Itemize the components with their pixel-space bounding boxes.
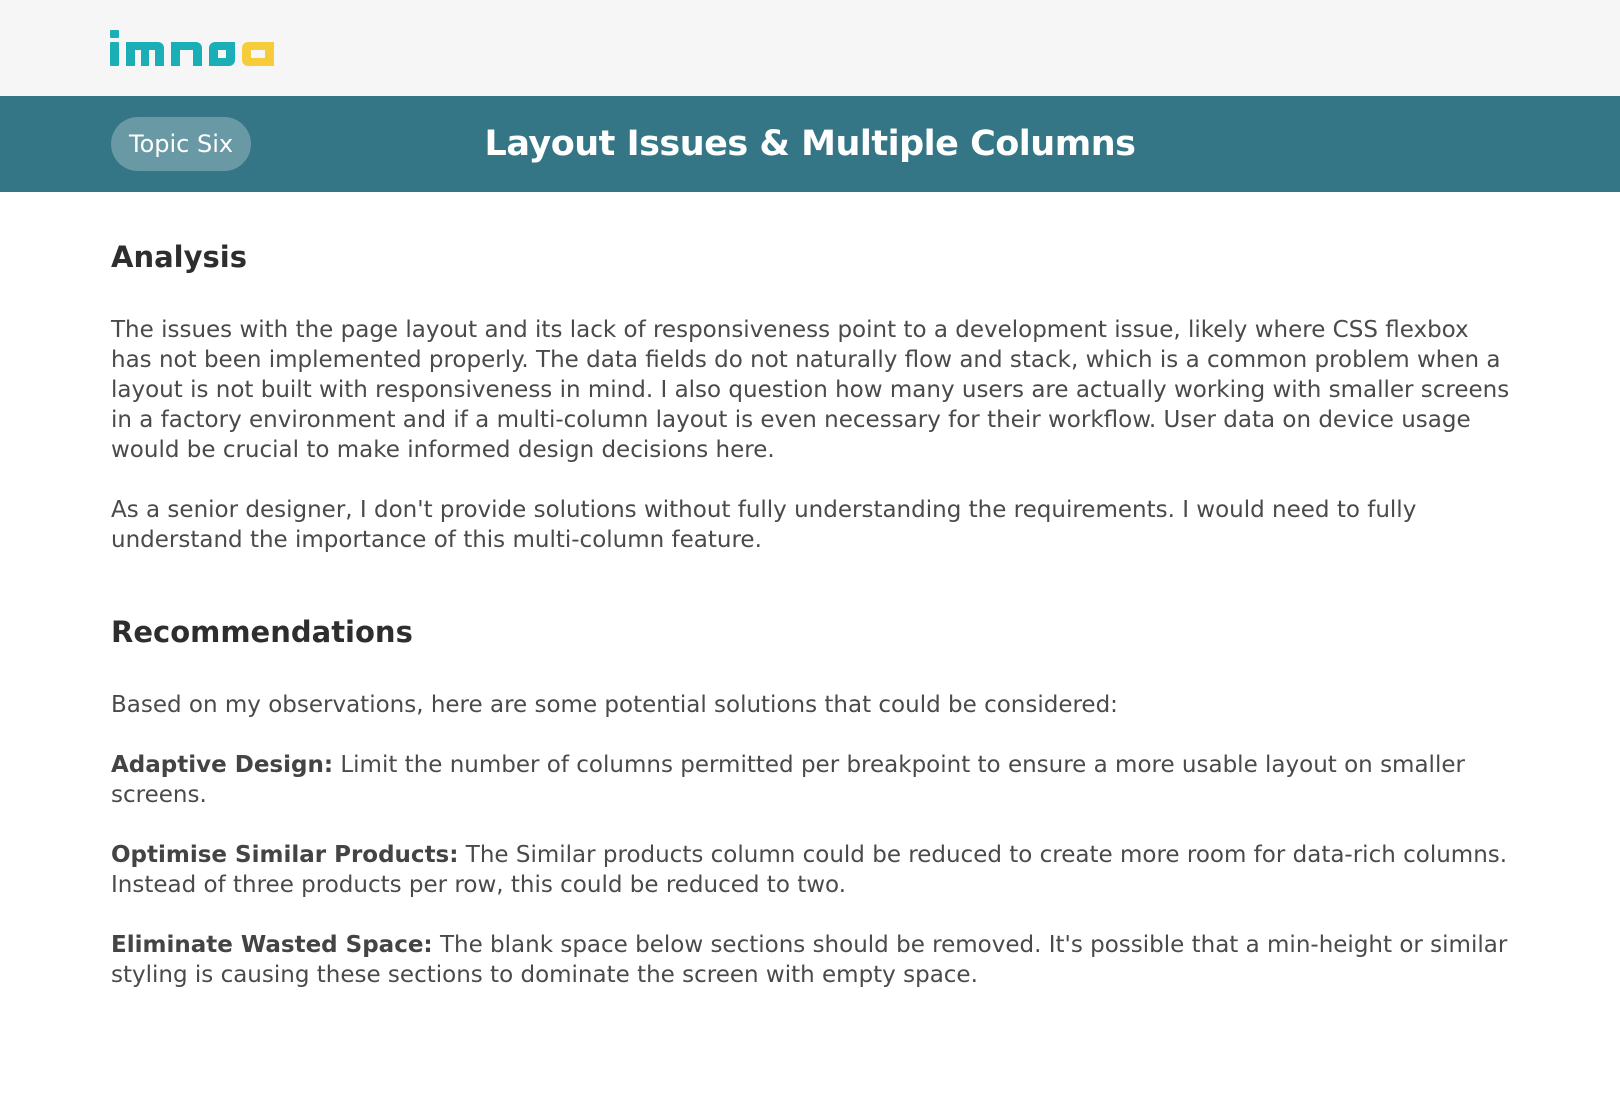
recommendation-label: Optimise Similar Products: bbox=[111, 841, 459, 868]
analysis-paragraph-1: The issues with the page layout and its lack of responsiveness point to a development issue, likely where CSS flexbox has not been implemented properly. The data fields do not naturally flow and stack, which is a common problem when a layout is not built with responsiveness in mind. I also question how many users are actually working with smaller screens in a factory environment and if a multi-column layout is even necessary for their workflow. User data on device usage would be crucial to make informed design decisions here. bbox=[111, 316, 1510, 463]
recommendations-section bbox=[111, 615, 1511, 990]
top-bar bbox=[0, 0, 1620, 96]
recommendation-item bbox=[111, 930, 1511, 990]
analysis-heading: Analysis bbox=[111, 240, 247, 274]
recommendation-label: Eliminate Wasted Space: bbox=[111, 931, 433, 958]
recommendation-item bbox=[111, 750, 1511, 810]
recommendation-text: The Similar products column could be reduced to create more room for data-rich columns. Instead of three products per row, this could be reduced to two. bbox=[111, 841, 1508, 898]
imnoo-logo[interactable] bbox=[110, 28, 280, 70]
topic-badge: Topic Six bbox=[111, 117, 251, 171]
recommendation-item bbox=[111, 840, 1511, 900]
recommendation-label: Adaptive Design: bbox=[111, 751, 334, 778]
recommendations-intro: Based on my observations, here are some potential solutions that could be considered: bbox=[111, 691, 1118, 718]
topic-banner bbox=[0, 96, 1620, 192]
page-title: Layout Issues & Multiple Columns bbox=[484, 124, 1136, 164]
recommendations-heading: Recommendations bbox=[111, 614, 413, 649]
recommendation-text: Limit the number of columns permitted per breakpoint to ensure a more usable layout on smaller screens. bbox=[111, 751, 1465, 808]
analysis-section bbox=[111, 240, 1511, 555]
analysis-paragraph-2: As a senior designer, I don't provide solutions without fully understanding the requirements. I would need to fully understand the importance of this multi-column feature. bbox=[111, 496, 1417, 553]
recommendation-text: The blank space below sections should be removed. It's possible that a min-height or similar styling is causing these sections to dominate the screen with empty space. bbox=[111, 931, 1508, 988]
main-content bbox=[111, 240, 1511, 990]
